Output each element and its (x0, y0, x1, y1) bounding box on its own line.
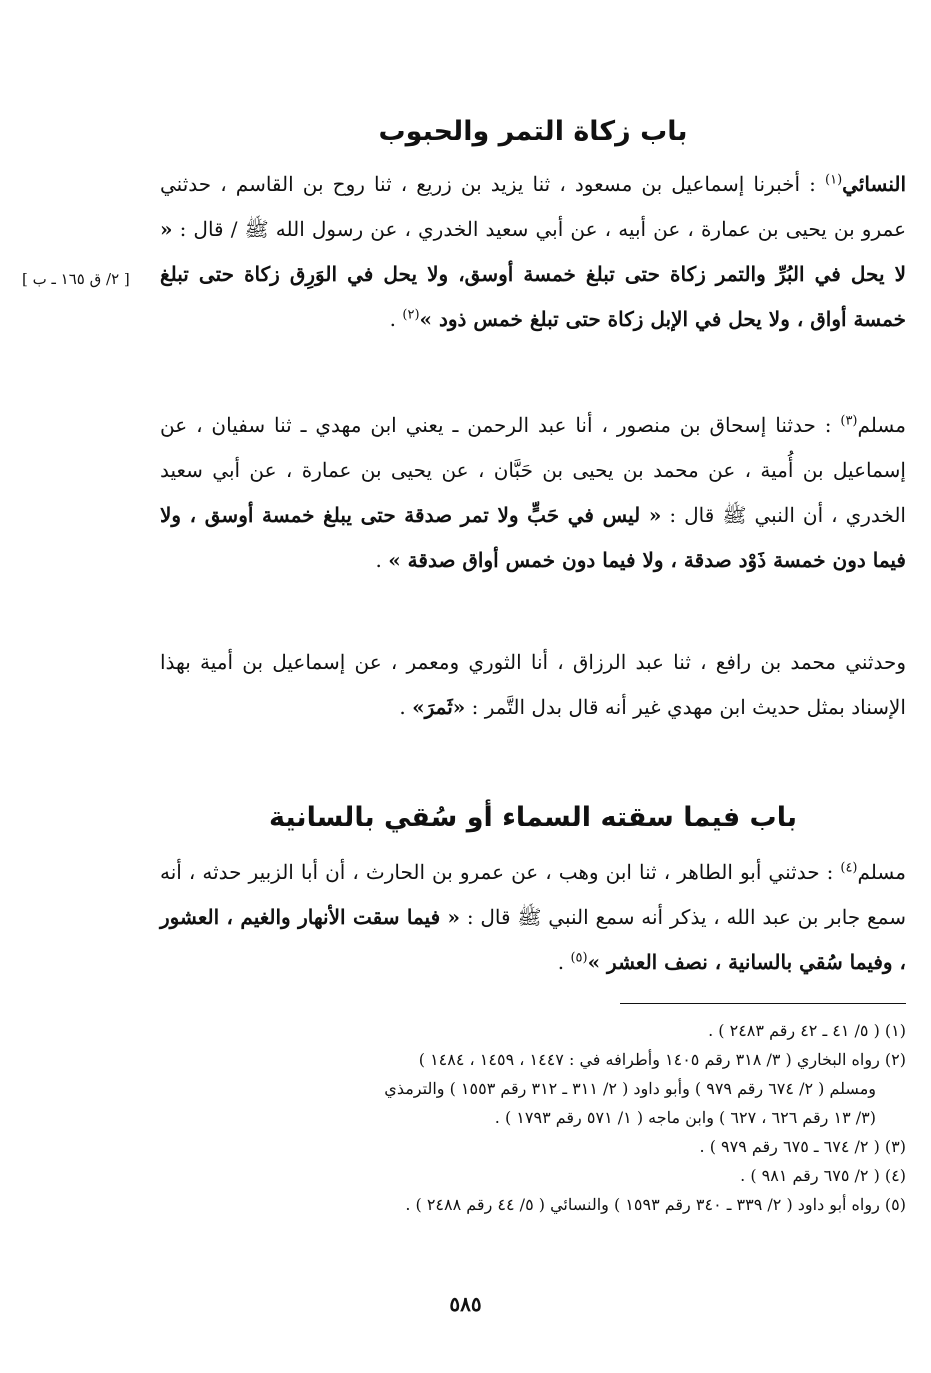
footnote-2-continuation: (٣/ ١٣ رقم ٦٢٦ ، ٦٢٧ ) وابن ماجه ( ١/ ٥٧١ رقم ١٧٩٣ ) . (494, 1108, 876, 1127)
footnotes (160, 1016, 906, 1219)
chapter-heading-1: باب زكاة التمر والحبوب (378, 116, 688, 147)
footnote-4: (٤) ( ٢/ ٦٧٥ رقم ٩٨١ ) . (740, 1166, 906, 1185)
hadith-paragraph-3 (160, 640, 906, 730)
source-name: مسلم (857, 860, 906, 884)
closing-mark: . (389, 307, 397, 331)
hadith-text: «ثَمرَ» (412, 695, 466, 719)
footnote-1: (١) ( ٥/ ٤١ ـ ٤٢ رقم ٢٤٨٣ ) . (708, 1021, 906, 1040)
chain-of-narration: : حدثني أبو الطاهر ، ثنا ابن وهب ، عن عمرو بن الحارث ، أن أبا الزبير حدثه ، أنه سمع جابر بن عبد الله ، يذكر أنه سمع النبي ﷺ قال : (160, 860, 906, 929)
hadith-text: « لا يحل في البُرِّ والتمر زكاة حتى تبلغ خمسة أوسق، ولا يحل في الوَرِق زكاة حتى تبلغ خمسة أواق ، ولا يحل في الإبل زكاة حتى تبلغ خمس ذود » (160, 217, 906, 331)
footnote-2: (٢) رواه البخاري ( ٣/ ٣١٨ رقم ١٤٠٥ وأطرافه في : ١٤٤٧ ، ١٤٥٩ ، ١٤٨٤ ) (418, 1050, 906, 1069)
closing-mark: . (375, 548, 382, 572)
footnote-3: (٣) ( ٢/ ٦٧٤ ـ ٦٧٥ رقم ٩٧٩ ) . (699, 1137, 906, 1156)
footnote-ref-4: (٤) (840, 860, 858, 876)
footnote-ref-1: (١) (825, 172, 843, 188)
hadith-paragraph-1 (160, 162, 906, 342)
footnote-ref-2: (٢) (402, 307, 420, 323)
hadith-text: « فيما سقت الأنهار والغيم ، العشور ، وفيما سُقي بالسانية ، نصف العشر » (160, 905, 906, 974)
hadith-paragraph-2 (160, 403, 906, 583)
page-number: ٥٨٥ (449, 1292, 482, 1316)
footnote-ref-3: (٣) (840, 413, 858, 429)
hadith-text: « ليس في حَبٍّ ولا تمر صدقة حتى يبلغ خمسة أوسق ، ولا فيما دون خمسة ذَوْد صدقة ، ولا فيما دون خمس أواق صدقة » (160, 503, 906, 572)
source-name: مسلم (857, 413, 906, 437)
footnote-ref-5: (٥) (570, 950, 588, 966)
closing-mark: . (399, 695, 406, 719)
chain-of-narration: وحدثني محمد بن رافع ، ثنا عبد الرزاق ، أنا الثوري ومعمر ، عن إسماعيل بن أمية بهذا الإسناد بمثل حديث ابن مهدي غير أنه قال بدل التَّمر : (160, 650, 906, 719)
chain-of-narration: : حدثنا إسحاق بن منصور ، أنا عبد الرحمن ـ يعني ابن مهدي ـ ثنا سفيان ، عن إسماعيل بن أُمية ، عن محمد بن يحيى بن حَبَّان ، عن يحيى بن عمارة ، عن أبي سعيد الخدري ، أن النبي ﷺ قال : (160, 413, 906, 527)
chain-of-narration: : أخبرنا إسماعيل بن مسعود ، ثنا يزيد بن زريع ، ثنا روح بن القاسم ، حدثني عمرو بن يحيى بن عمارة ، عن أبيه ، عن أبي سعيد الخدري ، عن رسول الله ﷺ / قال : (160, 172, 906, 241)
manuscript-folio-note: [ ٢/ ق ١٦٥ ـ ب ] (22, 270, 130, 288)
hadith-paragraph-4 (160, 850, 906, 985)
footnote-2-continuation: ومسلم ( ٢/ ٦٧٤ رقم ٩٧٩ ) وأبو داود ( ٢/ ٣١١ ـ ٣١٢ رقم ١٥٥٣ ) والترمذي (384, 1079, 876, 1098)
footnote-5: (٥) رواه أبو داود ( ٢/ ٣٣٩ ـ ٣٤٠ رقم ١٥٩٣ ) والنسائي ( ٥/ ٤٤ رقم ٢٤٨٨ ) . (405, 1195, 906, 1214)
footnote-divider (620, 1003, 906, 1004)
source-name: النسائي (842, 172, 907, 196)
closing-mark: . (557, 950, 565, 974)
chapter-heading-2: باب فيما سقته السماء أو سُقي بالسانية (269, 802, 797, 833)
